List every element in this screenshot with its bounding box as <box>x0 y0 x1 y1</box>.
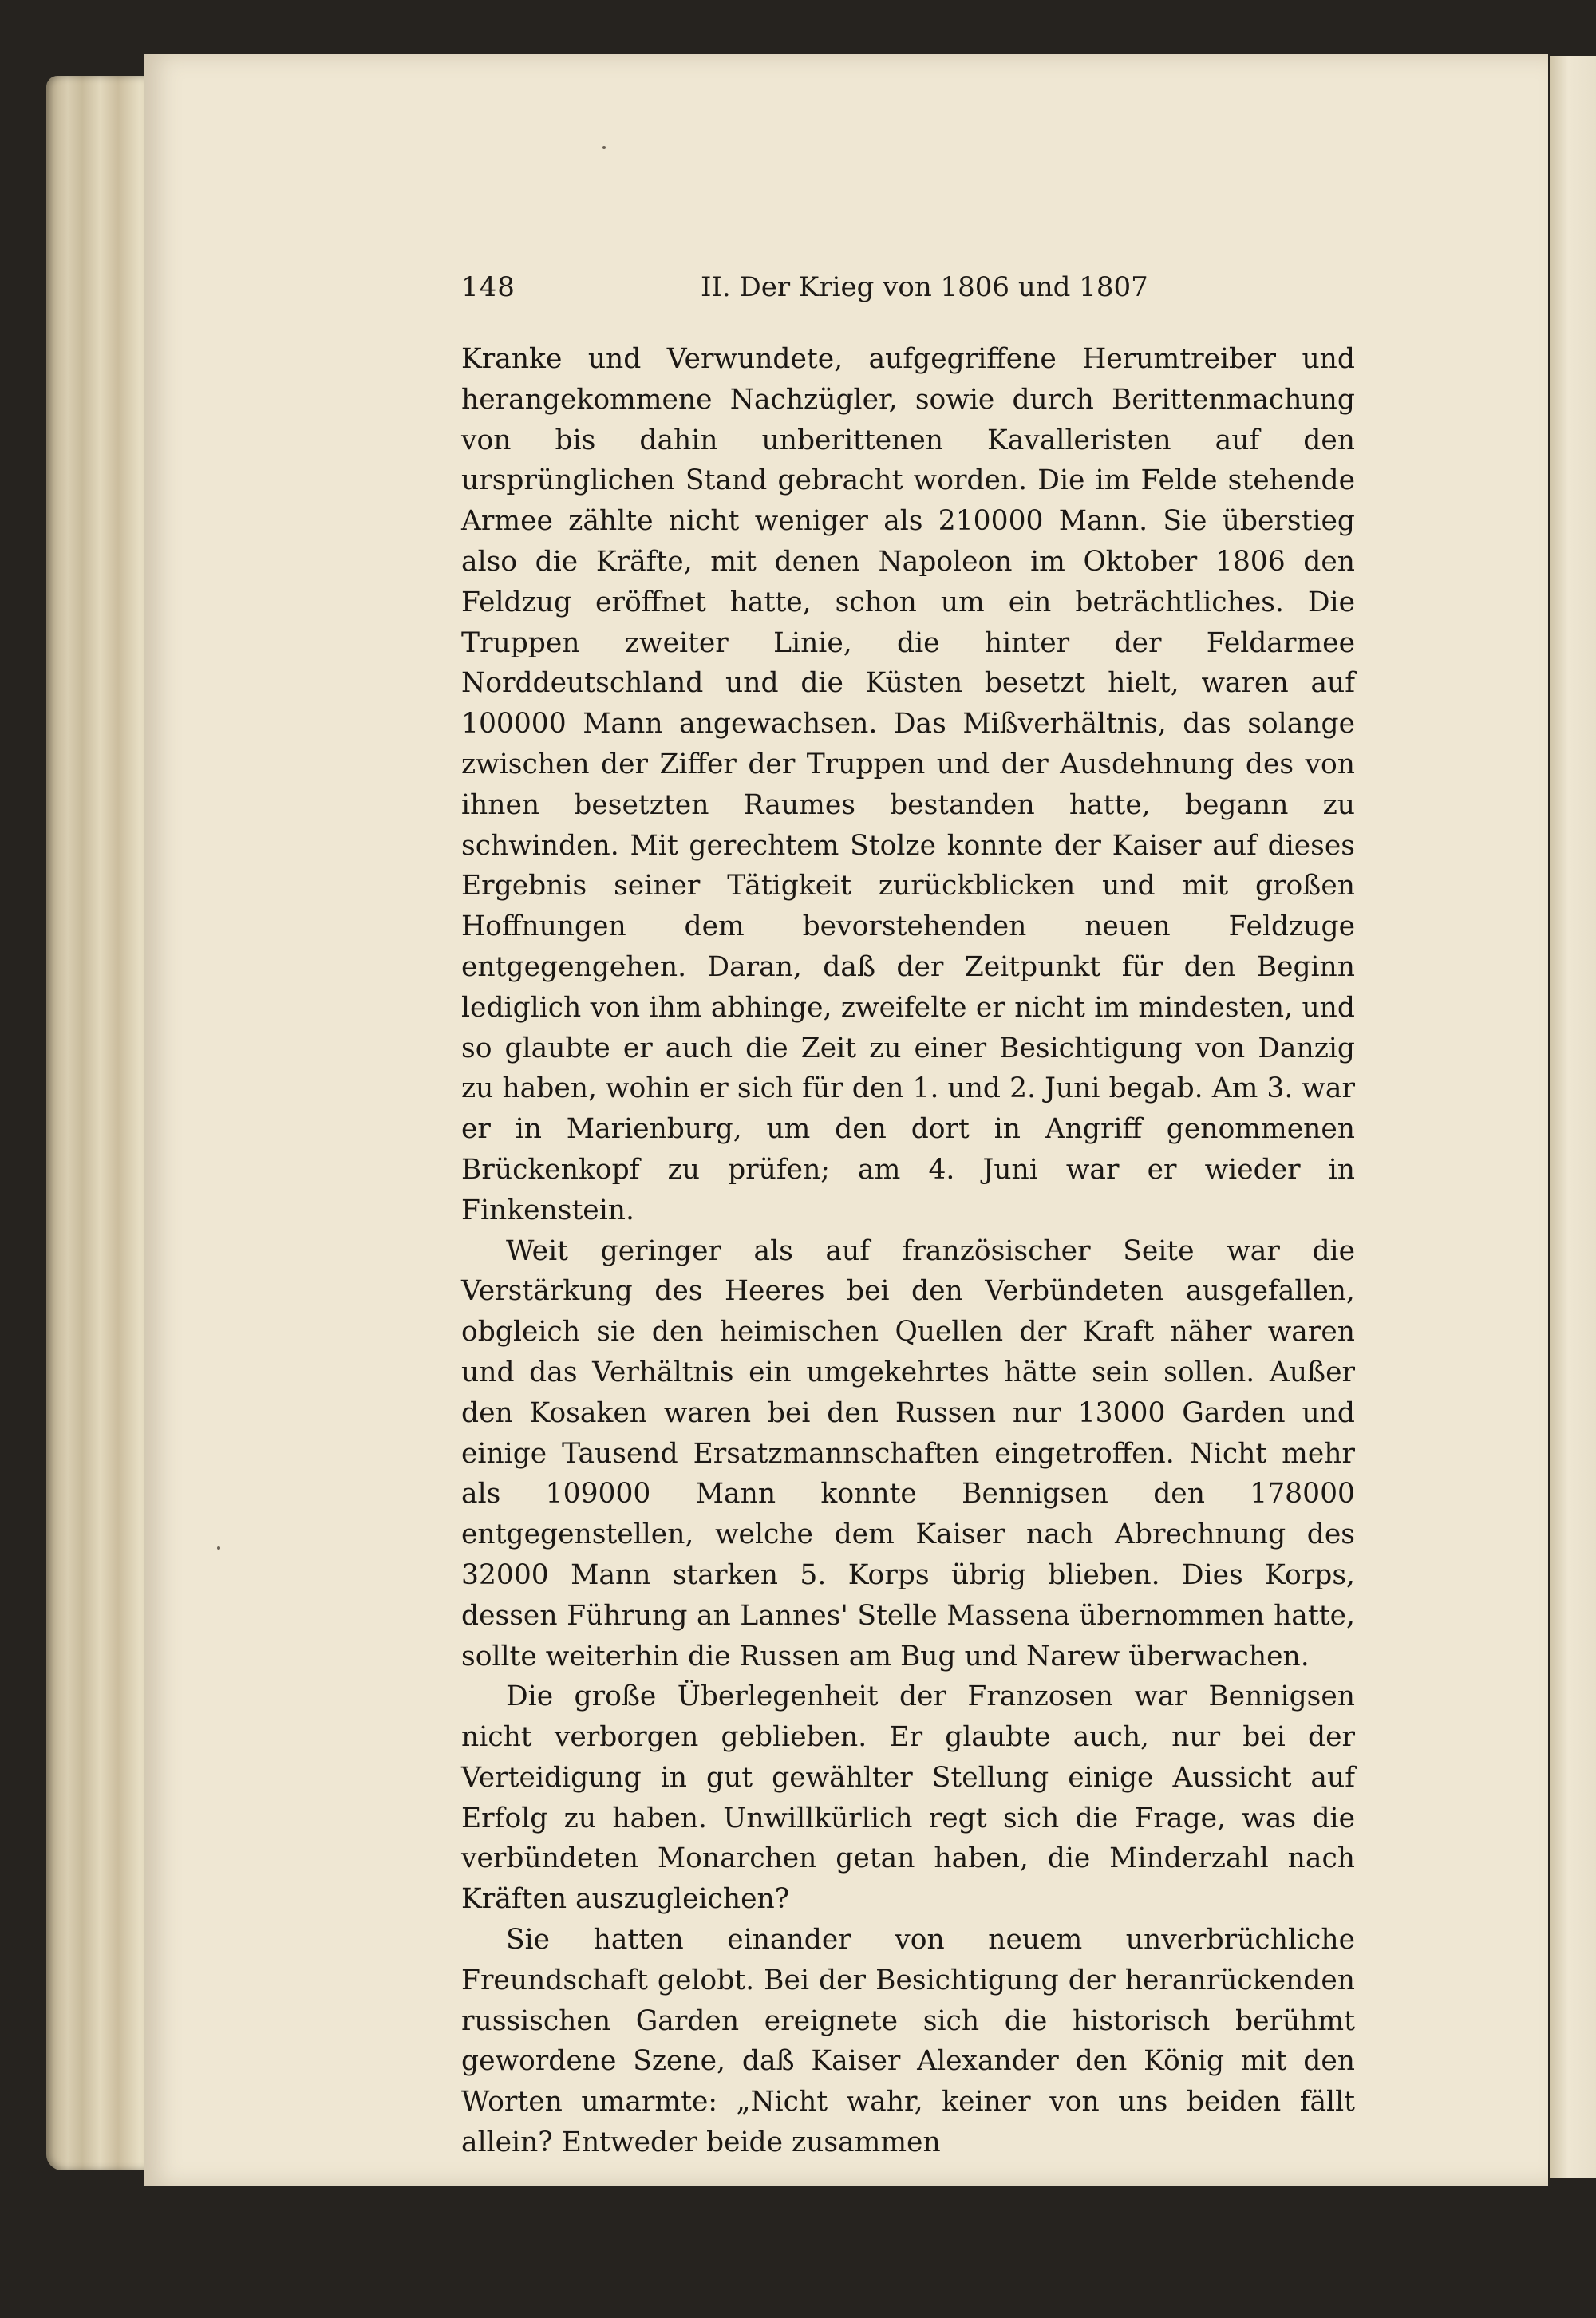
page-number: 148 <box>461 271 516 303</box>
paper-speck <box>602 146 606 149</box>
paragraph-2: Weit geringer als auf französischer Seite war die Verstärkung des Heeres bei den Verbündeten ausgefallen, obgleich sie den heimischen Quellen der Kraft näher waren und das Verhältnis ein umgekehrtes hätte sein sollen. Außer den Kosaken waren bei den Russen nur 13000 Garden und einige Tausend Ersatzmannschaften eingetroffen. Nicht mehr als 109000 Mann konnte Bennigsen den 178000 entgegenstellen, welche dem Kaiser nach Abrechnung des 32000 Mann starken 5. Korps übrig blieben. Dies Korps, dessen Führung an Lannes' Stelle Massena übernommen hatte, sollte weiterhin die Russen am Bug und Narew überwachen. <box>461 1234 1355 1672</box>
body-text <box>461 339 1355 2163</box>
facing-page-edge <box>1550 56 1596 2178</box>
running-head: II. Der Krieg von 1806 und 1807 <box>701 271 1148 303</box>
page-header <box>461 271 1355 316</box>
paragraph-3: Die große Überlegenheit der Franzosen war Bennigsen nicht verborgen geblieben. Er glaubte auch, nur bei der Verteidigung in gut gewählter Stellung einige Aussicht auf Erfolg zu haben. Unwillkürlich regt sich die Frage, was die verbündeten Monarchen getan haben, die Minderzahl nach Kräften auszugleichen? <box>461 1680 1355 1916</box>
paragraph-4: Sie hatten einander von neuem unverbrüchliche Freundschaft gelobt. Bei der Besichtigung der heranrückenden russischen Garden ereignete sich die historisch berühmt gewordene Szene, daß Kaiser Alexander den König mit den Worten umarmte: „Nicht wahr, keiner von uns beiden fällt allein? Entweder beide zusammen <box>461 1924 1355 2159</box>
paper-speck <box>217 1546 220 1550</box>
paragraph-1: Kranke und Verwundete, aufgegriffene Herumtreiber und herangekommene Nachzügler, sowie durch Berittenmachung von bis dahin unberittenen Kavalleristen auf den ursprünglichen Stand gebracht worden. Die im Felde stehende Armee zählte nicht weniger als 210000 Mann. Sie überstieg also die Kräfte, mit denen Napoleon im Oktober 1806 den Feldzug eröffnet hatte, schon um ein beträchtliches. Die Truppen zweiter Linie, die hinter der Feldarmee Norddeutschland und die Küsten besetzt hielt, waren auf 100000 Mann angewachsen. Das Mißverhältnis, das solange zwischen der Ziffer der Truppen und der Ausdehnung des von ihnen besetzten Raumes bestanden hatte, begann zu schwinden. Mit gerechtem Stolze konnte der Kaiser auf dieses Ergebnis seiner Tätigkeit zurückblicken und mit großen Hoffnungen dem bevorstehenden neuen Feldzuge entgegengehen. Daran, daß der Zeitpunkt für den Beginn lediglich von ihm abhinge, zweifelte er nicht im mindesten, und so glaubte er auch die Zeit zu einer Besichtigung von Danzig zu haben, wohin er sich für den 1. und 2. Juni begab. Am 3. war er in Marienburg, um den dort in Angriff genommenen Brückenkopf zu prüfen; am 4. Juni war er wieder in Finkenstein. <box>461 343 1355 1226</box>
